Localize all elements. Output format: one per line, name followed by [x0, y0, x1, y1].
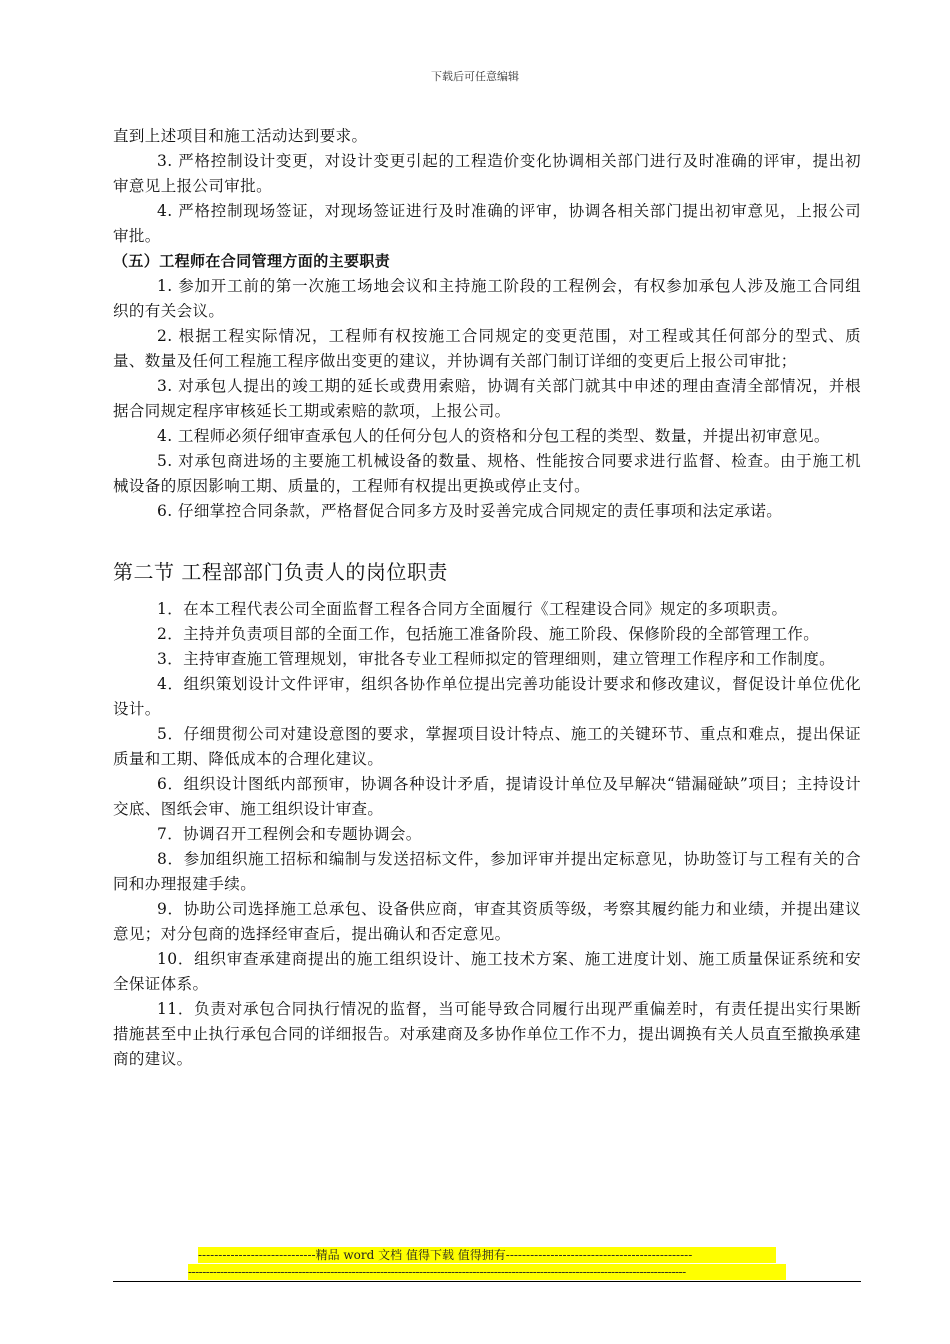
paragraph: 7．协调召开工程例会和专题协调会。 [157, 825, 422, 843]
footer-dashes: -------------------------------------------------------------------------------------------------------------------------------------------- [188, 1264, 786, 1280]
footer-banner: -----------------------------精品 word 文档 值得下载 值得拥有---------------------------------------------- [198, 1247, 776, 1263]
paragraph: 1．在本工程代表公司全面监督工程各合同方全面履行《工程建设合同》规定的多项职责。 [157, 600, 788, 618]
paragraph: 6．组织设计图纸内部预审，协调各种设计矛盾，提请设计单位及早解决“错漏碰缺”项目；主持设计交底、图纸会审、施工组织设计审查。 [113, 775, 861, 818]
section-title: 第二节 工程部部门负责人的岗位职责 [113, 560, 448, 584]
paragraph: 2. 根据工程实际情况，工程师有权按施工合同规定的变更范围，对工程或其任何部分的型式、质量、数量及任何工程施工程序做出变更的建议，并协调有关部门制订详细的变更后上报公司审批； [113, 327, 861, 370]
paragraph: 8．参加组织施工招标和编制与发送招标文件，参加评审并提出定标意见，协助签订与工程有关的合同和办理报建手续。 [113, 850, 861, 893]
footer-rule [113, 1281, 861, 1282]
paragraph: 3. 严格控制设计变更，对设计变更引起的工程造价变化协调相关部门进行及时准确的评审，提出初审意见上报公司审批。 [113, 152, 861, 195]
paragraph: 4. 严格控制现场签证，对现场签证进行及时准确的评审，协调各相关部门提出初审意见，上报公司审批。 [113, 202, 861, 245]
page-header: 下载后可任意编辑 [431, 70, 519, 83]
paragraph: 6. 仔细掌控合同条款，严格督促合同多方及时妥善完成合同规定的责任事项和法定承诺。 [157, 502, 783, 520]
paragraph: 1. 参加开工前的第一次施工场地会议和主持施工阶段的工程例会，有权参加承包人涉及施工合同组织的有关会议。 [113, 277, 861, 320]
paragraph: 3. 对承包人提出的竣工期的延长或费用索赔，协调有关部门就其中申述的理由查清全部情况，并根据合同规定程序审核延长工期或索赔的款项，上报公司。 [113, 377, 861, 420]
document-body [113, 124, 861, 1072]
paragraph: 4．组织策划设计文件评审，组织各协作单位提出完善功能设计要求和修改建议，督促设计单位优化设计。 [113, 675, 861, 718]
paragraph: 5. 对承包商进场的主要施工机械设备的数量、规格、性能按合同要求进行监督、检查。由于施工机械设备的原因影响工期、质量的，工程师有权提出更换或停止支付。 [113, 452, 861, 495]
paragraph: 9．协助公司选择施工总承包、设备供应商，审查其资质等级，考察其履约能力和业绩，并提出建议意见；对分包商的选择经审查后，提出确认和否定意见。 [113, 900, 861, 943]
paragraph: 11．负责对承包合同执行情况的监督，当可能导致合同履行出现严重偏差时，有责任提出实行果断措施甚至中止执行承包合同的详细报告。对承建商及多协作单位工作不力，提出调换有关人员直至撤换承建商的建议。 [113, 1000, 861, 1068]
paragraph: 4. 工程师必须仔细审查承包人的任何分包人的资格和分包工程的类型、数量，并提出初审意见。 [157, 427, 830, 445]
paragraph: 直到上述项目和施工活动达到要求。 [113, 127, 368, 145]
paragraph: 2．主持并负责项目部的全面工作，包括施工准备阶段、施工阶段、保修阶段的全部管理工作。 [157, 625, 820, 643]
paragraph: 10．组织审查承建商提出的施工组织设计、施工技术方案、施工进度计划、施工质量保证系统和安全保证体系。 [113, 950, 861, 993]
paragraph: 3．主持审查施工管理规划，审批各专业工程师拟定的管理细则，建立管理工作程序和工作制度。 [157, 650, 836, 668]
paragraph: 5．仔细贯彻公司对建设意图的要求，掌握项目设计特点、施工的关键环节、重点和难点，提出保证质量和工期、降低成本的合理化建议。 [113, 725, 861, 768]
subheading: （五）工程师在合同管理方面的主要职责 [113, 252, 391, 270]
